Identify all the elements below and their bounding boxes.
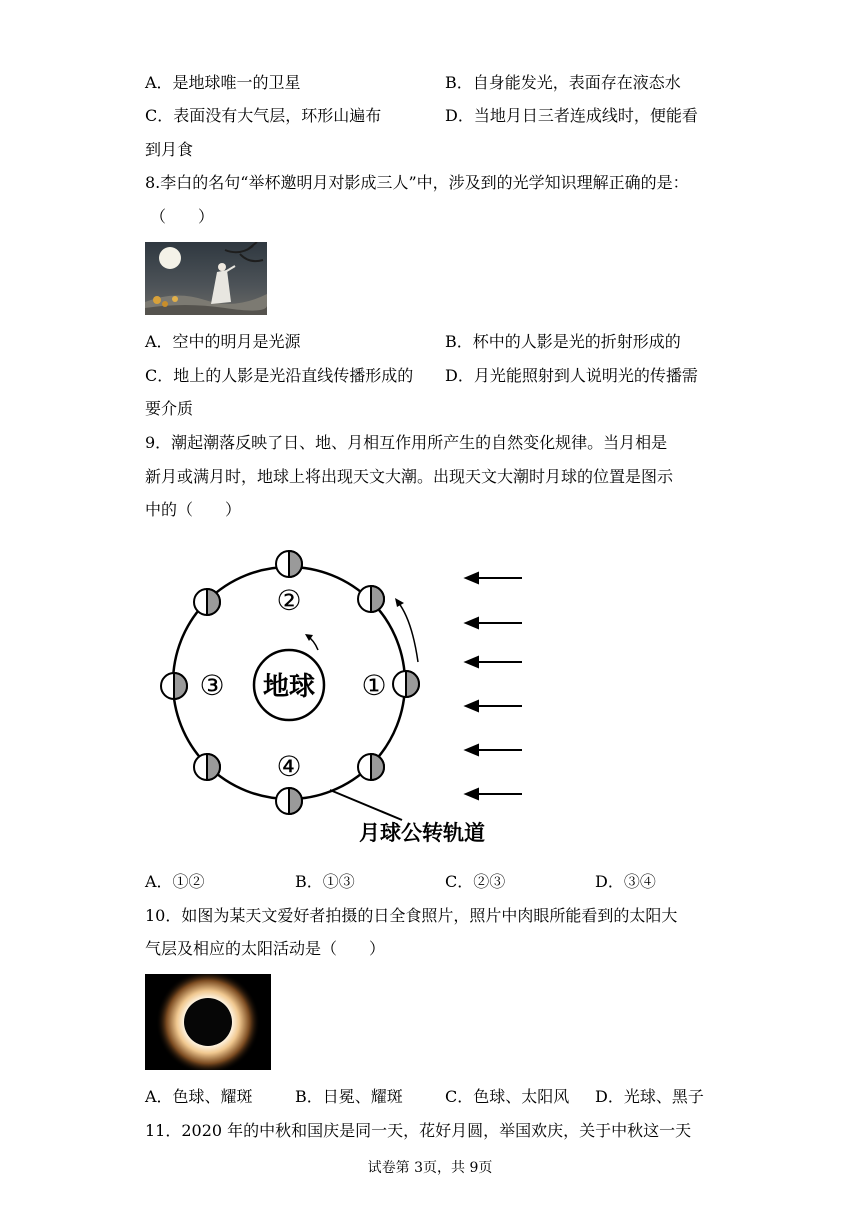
q7-option-b: B．自身能发光，表面存在液态水 [445, 73, 681, 92]
moon-icon-left [161, 673, 187, 699]
q10-stem-line2: 气层及相应的太阳活动是（ ） [145, 939, 386, 958]
q10-option-d: D．光球、黑子 [595, 1087, 704, 1106]
q9-stem-line1: 9．潮起潮落反映了日、地、月相互作用所产生的自然变化规律。当月相是 [145, 433, 668, 452]
sunlight-arrows [466, 573, 522, 799]
moon-icon-bottom-right [358, 754, 384, 780]
q11-stem-line1: 11．2020 年的中秋和国庆是同一天，花好月圆，举国欢庆，关于中秋这一天 [145, 1121, 692, 1140]
orbit-label: 月球公转轨道 [359, 821, 485, 845]
q8-option-c: C．地上的人影是光沿直线传播形成的 [145, 366, 414, 385]
q9-option-d: D．③④ [595, 872, 656, 891]
moon-icon-top [276, 551, 302, 577]
q10-option-a: A．色球、耀斑 [145, 1087, 253, 1106]
q10-option-c: C．色球、太阳风 [445, 1087, 570, 1106]
q9-stem-line2: 新月或满月时，地球上将出现天文大潮。出现天文大潮时月球的位置是图示 [145, 467, 674, 486]
q10-stem-line1: 10．如图为某天文爱好者拍摄的日全食照片，照片中肉眼所能看到的太阳大 [145, 906, 678, 925]
q8-option-b: B．杯中的人影是光的折射形成的 [445, 332, 681, 351]
position-label-1: ① [361, 669, 387, 702]
q7-option-a: A．是地球唯一的卫星 [145, 73, 301, 92]
q8-stem-line1: 8.李白的名句“举杯邀明月对影成三人”中，涉及到的光学知识理解正确的是： [145, 173, 689, 192]
position-label-4: ④ [276, 750, 302, 783]
solar-eclipse-photo [145, 974, 271, 1070]
q9-stem-line3: 中的（ ） [145, 500, 242, 519]
q7-option-d-continued: 到月食 [145, 140, 194, 159]
q9-option-c: C．②③ [445, 872, 506, 891]
moon-poem-illustration [145, 242, 267, 315]
position-label-3: ③ [199, 669, 225, 702]
q8-option-d: D．月光能照射到人说明光的传播需 [445, 366, 698, 385]
moon-icon-bottom [276, 788, 302, 814]
position-label-2: ② [276, 584, 302, 617]
moon-icon-bottom-left [194, 754, 220, 780]
q8-stem-line2: （ ） [150, 207, 215, 226]
moon-icon-top-left [194, 589, 220, 615]
q8-option-d-continued: 要介质 [145, 399, 194, 418]
page-footer: 试卷第 3页，共 9页 [367, 1160, 493, 1176]
q8-option-a: A．空中的明月是光源 [145, 332, 301, 351]
q9-option-a: A．①② [145, 872, 205, 891]
q7-option-c: C．表面没有大气层，环形山遍布 [145, 106, 382, 125]
moon-icon-top-right [358, 586, 384, 612]
earth-label: 地球 [262, 672, 316, 702]
q10-option-b: B．日冕、耀斑 [295, 1087, 403, 1106]
moon-orbit-diagram [150, 540, 530, 850]
moon-icon-right [393, 671, 419, 697]
q9-option-b: B．①③ [295, 872, 355, 891]
q7-option-d: D．当地月日三者连成线时，便能看 [445, 106, 698, 125]
